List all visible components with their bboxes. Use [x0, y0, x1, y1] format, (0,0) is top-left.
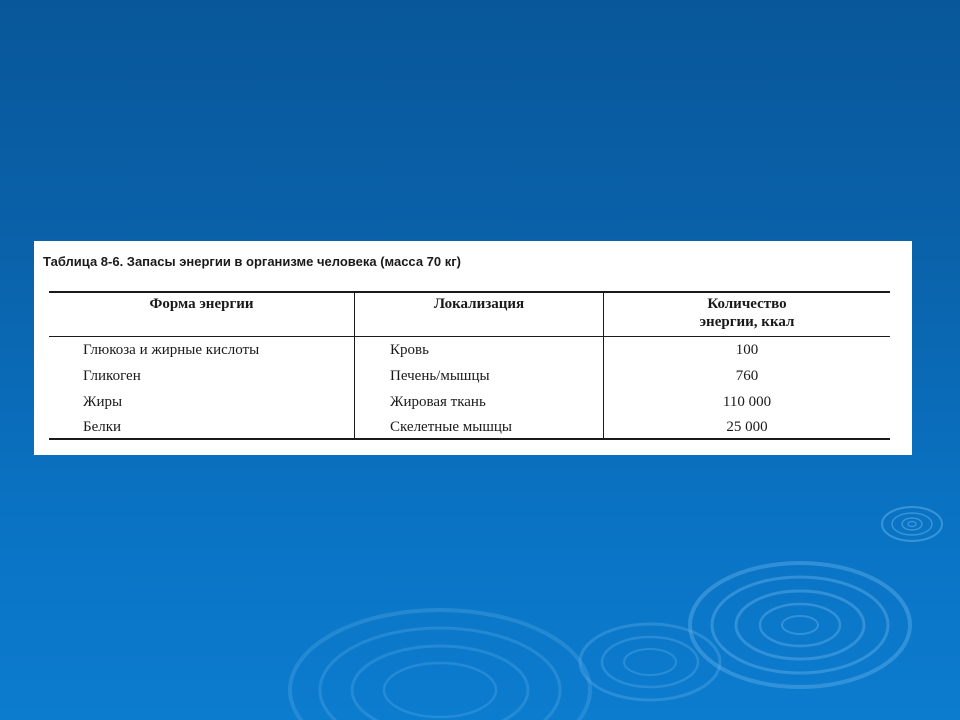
cell-form: Белки: [83, 419, 122, 435]
cell-location: Печень/мышцы: [390, 368, 490, 384]
cell-amount: 25 000: [726, 419, 768, 435]
table-header-rule: [49, 336, 890, 337]
header-amount-line1: Количество: [707, 296, 787, 312]
energy-table: [34, 241, 912, 455]
cell-form: Жиры: [83, 394, 123, 410]
table-top-rule: [49, 291, 890, 293]
header-form: Форма энергии: [149, 296, 254, 312]
header-amount-line2: энергии, ккал: [699, 314, 795, 330]
cell-location: Жировая ткань: [390, 394, 486, 410]
table-row: [34, 367, 912, 392]
cell-form: Глюкоза и жирные кислоты: [83, 342, 260, 358]
table-row: [34, 418, 912, 443]
cell-location: Кровь: [390, 342, 429, 358]
table-row: [34, 393, 912, 418]
cell-amount: 100: [735, 342, 759, 358]
header-amount: [604, 295, 890, 331]
header-location: Локализация: [433, 296, 525, 312]
cell-location: Скелетные мышцы: [390, 419, 513, 435]
cell-amount: 110 000: [722, 394, 772, 410]
cell-amount: 760: [735, 368, 759, 384]
table-row: [34, 341, 912, 366]
cell-form: Гликоген: [83, 368, 141, 384]
table-caption: Таблица 8-6. Запасы энергии в организме человека (масса 70 кг): [43, 254, 461, 269]
